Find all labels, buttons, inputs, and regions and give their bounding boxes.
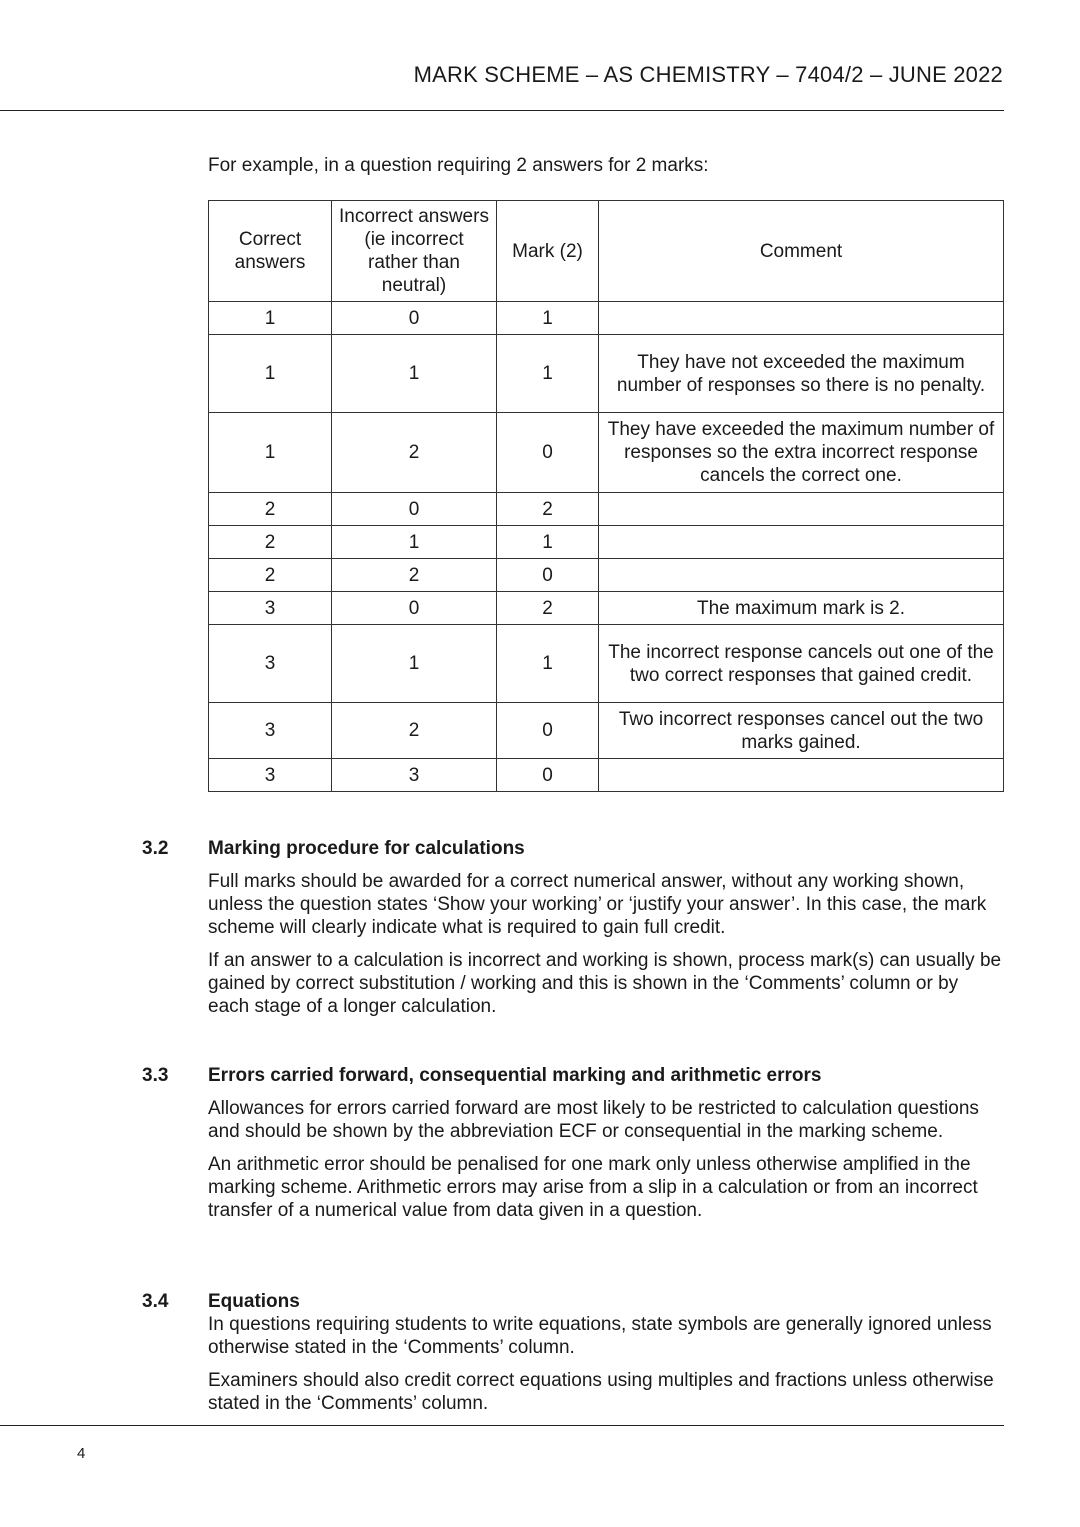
cell-incorrect: 2 [332, 413, 497, 493]
table-intro-text: For example, in a question requiring 2 answers for 2 marks: [208, 155, 709, 176]
footer-divider [0, 1425, 1004, 1426]
section-heading: Equations [208, 1291, 300, 1312]
cell-incorrect: 0 [332, 493, 497, 526]
section-3-4 [142, 1290, 1002, 1415]
cell-mark: 2 [497, 493, 599, 526]
header-incorrect-answers: Incorrect answers (ie incorrect rather than neutral) [332, 201, 497, 302]
section-paragraph: Full marks should be awarded for a correct numerical answer, without any working shown, unless the question states ‘Show your working’ or ‘justify your answer’. In this case, the mark scheme will clearly indicate what is required to gain full credit. [208, 871, 987, 938]
cell-correct: 2 [209, 493, 332, 526]
table-row [209, 625, 1004, 703]
cell-mark: 1 [497, 625, 599, 703]
page-number: 4 [77, 1445, 86, 1462]
cell-comment: The incorrect response cancels out one of the two correct responses that gained credit. [599, 625, 1004, 703]
cell-correct: 1 [209, 302, 332, 335]
section-paragraph: An arithmetic error should be penalised for one mark only unless otherwise amplified in the marking scheme. Arithmetic errors may arise from a slip in a calculation or from an incorrect transfer of a numerical value from data given in a question. [208, 1154, 978, 1221]
cell-comment [599, 302, 1004, 335]
cell-correct: 2 [209, 559, 332, 592]
cell-mark: 0 [497, 759, 599, 792]
cell-correct: 3 [209, 625, 332, 703]
cell-mark: 0 [497, 703, 599, 759]
section-heading: Errors carried forward, consequential marking and arithmetic errors [208, 1065, 822, 1086]
cell-mark: 1 [497, 302, 599, 335]
cell-comment: Two incorrect responses cancel out the two marks gained. [599, 703, 1004, 759]
cell-comment [599, 559, 1004, 592]
section-number: 3.4 [142, 1291, 169, 1312]
cell-correct: 3 [209, 759, 332, 792]
cell-comment: They have exceeded the maximum number of responses so the extra incorrect response cancels the correct one. [599, 413, 1004, 493]
cell-incorrect: 0 [332, 302, 497, 335]
cell-correct: 3 [209, 592, 332, 625]
header-correct-answers: Correct answers [209, 201, 332, 302]
table-row [209, 559, 1004, 592]
cell-incorrect: 0 [332, 592, 497, 625]
cell-mark: 0 [497, 559, 599, 592]
marking-example-table [208, 200, 1004, 792]
section-number: 3.3 [142, 1065, 169, 1086]
cell-comment [599, 493, 1004, 526]
header-mark: Mark (2) [497, 201, 599, 302]
section-number: 3.2 [142, 838, 169, 859]
cell-incorrect: 2 [332, 559, 497, 592]
cell-mark: 1 [497, 335, 599, 413]
table-row [209, 703, 1004, 759]
table-row [209, 335, 1004, 413]
table-row [209, 493, 1004, 526]
header-divider [0, 110, 1004, 111]
cell-correct: 2 [209, 526, 332, 559]
section-heading: Marking procedure for calculations [208, 838, 525, 859]
section-3-3 [142, 1064, 1002, 1222]
cell-comment [599, 759, 1004, 792]
cell-incorrect: 1 [332, 625, 497, 703]
document-header-title: MARK SCHEME – AS CHEMISTRY – 7404/2 – JUNE 2022 [413, 62, 1003, 87]
cell-incorrect: 1 [332, 335, 497, 413]
table-row [209, 526, 1004, 559]
cell-comment: The maximum mark is 2. [599, 592, 1004, 625]
cell-mark: 0 [497, 413, 599, 493]
header-comment: Comment [599, 201, 1004, 302]
cell-mark: 2 [497, 592, 599, 625]
cell-correct: 3 [209, 703, 332, 759]
section-paragraph: Examiners should also credit correct equations using multiples and fractions unless otherwise stated in the ‘Comments’ column. [208, 1370, 994, 1414]
table-header-row [209, 201, 1004, 302]
table-row [209, 302, 1004, 335]
section-paragraph: Allowances for errors carried forward are most likely to be restricted to calculation questions and should be shown by the abbreviation ECF or consequential in the marking scheme. [208, 1098, 979, 1142]
cell-correct: 1 [209, 335, 332, 413]
table-row [209, 592, 1004, 625]
cell-mark: 1 [497, 526, 599, 559]
cell-incorrect: 2 [332, 703, 497, 759]
cell-incorrect: 1 [332, 526, 497, 559]
table-row [209, 413, 1004, 493]
table-row [209, 759, 1004, 792]
cell-incorrect: 3 [332, 759, 497, 792]
section-paragraph: If an answer to a calculation is incorrect and working is shown, process mark(s) can usually be gained by correct substitution / working and this is shown in the ‘Comments’ column or by each stage of a longer calculation. [208, 950, 1002, 1017]
section-paragraph: In questions requiring students to write equations, state symbols are generally ignored unless otherwise stated in the ‘Comments’ column. [208, 1314, 992, 1358]
section-3-2 [142, 837, 1002, 1018]
cell-comment [599, 526, 1004, 559]
cell-correct: 1 [209, 413, 332, 493]
cell-comment: They have not exceeded the maximum number of responses so there is no penalty. [599, 335, 1004, 413]
